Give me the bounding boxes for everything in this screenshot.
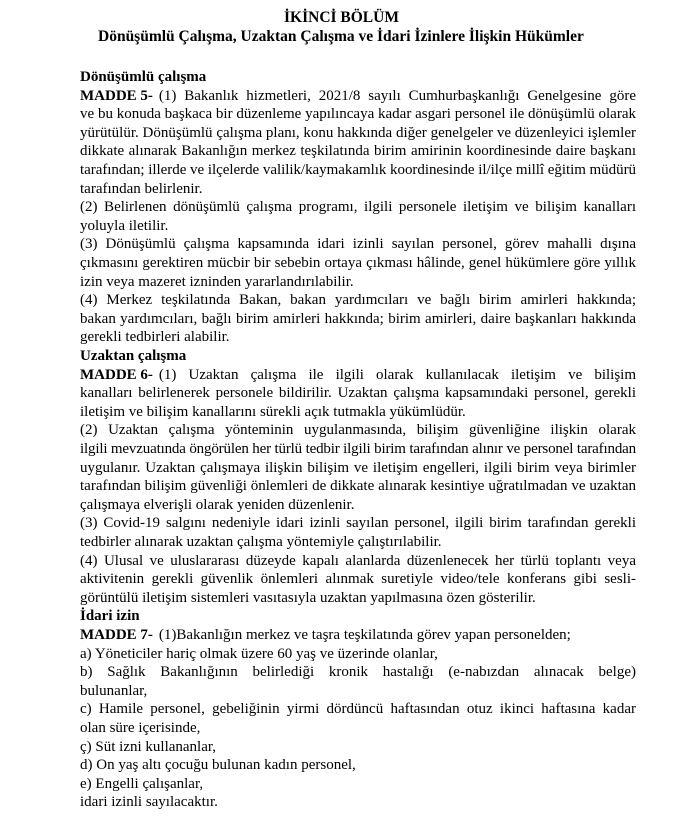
list-item-line: c) Hamile personel, gebeliğinin yirmi dördüncü haftasından otuz ikinci haftasına kadar bbox=[80, 701, 636, 718]
paragraph-line: (2) Uzaktan çalışma yönteminin uygulanmasında, bilişim güvenliğine ilişkin olarak bbox=[80, 422, 636, 439]
paragraph-line: gerekli tedbirleri alabilir. bbox=[80, 329, 230, 346]
list-item-line: ç) Süt izni kullananlar, bbox=[80, 738, 217, 755]
paragraph-line: aktivitenin gerekli güvenlik önlemleri alınmak suretiyle video/tele konferans gibi sesli- bbox=[80, 571, 636, 588]
section-number: İKİNCİ BÖLÜM bbox=[284, 9, 399, 26]
paragraph-line: (1) Bakanlık hizmetleri, 2021/8 sayılı Cumhurbaşkanlığı Genelgesine göre bbox=[158, 87, 636, 104]
subsection-heading: Uzaktan çalışma bbox=[80, 348, 187, 364]
chapter-title: Dönüşümlü Çalışma, Uzaktan Çalışma ve İdari İzinlere İlişkin Hükümler bbox=[98, 28, 584, 45]
paragraph-line: (1)Bakanlığın merkez ve taşra teşkilatında görev yapan personelden; bbox=[158, 627, 571, 643]
article-label: MADDE 5- bbox=[80, 87, 153, 104]
paragraph-line: dikkate alınarak Bakanlığın merkez teşkilatında birim amirinin koordinesinde daire başkanı bbox=[80, 143, 636, 160]
paragraph-line: (4) Merkez teşkilatında Bakan, bakan yardımcıları ve bağlı birim amirleri hakkında; bbox=[80, 292, 636, 309]
article-label: MADDE 6- bbox=[80, 366, 153, 383]
paragraph-line: (2) Belirlenen dönüşümlü çalışma programı, ilgili personele iletişim ve bilişim kanalları bbox=[80, 199, 636, 216]
paragraph-line: ilgili mevzuatında öngörülen her türlü tedbir ilgili birim tarafından alınır ve personel tarafından bbox=[80, 441, 636, 457]
paragraph-line: çıkmasını gerektiren mücbir bir sebebin ortaya çıkması hâlinde, genel hükümlere göre yıllık bbox=[80, 255, 636, 271]
paragraph-line: tarafından bilişim güvenliği önlemleri de dikkate alınarak kesintiye uğratılmadan ve uzaktan bbox=[80, 478, 636, 495]
list-item-line: a) Yöneticiler hariç olmak üzere 60 yaş ve üzerinde olanlar, bbox=[80, 645, 438, 662]
paragraph-line: bakan yardımcıları, bağlı birim amirleri hakkında; birim amirleri, daire başkanları hakkında bbox=[80, 310, 636, 327]
paragraph-line: kanalları belirlenerek personele bildirilir. Uzaktan çalışma kapsamındaki personel, gerekli bbox=[80, 385, 636, 402]
paragraph-line: uygulanır. Uzaktan çalışmaya ilişkin bilişim ve iletişim engelleri, ilgili birim veya birimler bbox=[80, 459, 636, 476]
closing-line: idari izinli sayılacaktır. bbox=[80, 794, 218, 811]
list-item-line: b) Sağlık Bakanlığının belirlediği kronik hastalığı (e-nabızdan alınacak belge) bbox=[80, 664, 636, 681]
paragraph-line: tarafından; illerde ve ilçelerde valilik/kaymakamlık koordinesinde il/ilçe millî eğitim müdürü bbox=[80, 162, 636, 178]
paragraph-line: yoluyla iletilir. bbox=[80, 217, 169, 234]
paragraph-line: (3) Dönüşümlü çalışma kapsamında idari izinli sayılan personel, görev mahalli dışına bbox=[80, 236, 636, 253]
list-item-line: d) On yaş altı çocuğu bulunan kadın personel, bbox=[80, 757, 356, 774]
subsection-heading: Dönüşümlü çalışma bbox=[80, 69, 207, 85]
paragraph-line: izin veya mazeret izninden yararlandırılabilir. bbox=[80, 273, 354, 290]
paragraph-line: görüntülü iletişim sistemleri vasıtasıyla uzaktan yapılmasına özen gösterilir. bbox=[80, 589, 536, 606]
paragraph-line: (4) Ulusal ve uluslararası düzeyde kapalı alanlarda düzenlenecek her türlü toplantı veya bbox=[80, 552, 636, 569]
paragraph-line: (1) Uzaktan çalışma ile ilgili olarak kullanılacak iletişim ve bilişim bbox=[158, 366, 636, 383]
subsection-heading: İdari izin bbox=[80, 608, 140, 625]
paragraph-line: ve bu konuda başkaca bir düzenleme yapılıncaya kadar asgari personel ile dönüşümlü olarak bbox=[80, 106, 636, 123]
list-item-line: olan süre içerisinde, bbox=[80, 720, 201, 736]
paragraph-line: yürütülür. Dönüşümlü çalışma planı, konu hakkında diğer genelgeler ve düzenleyici işlemler bbox=[80, 124, 636, 141]
paragraph-line: (3) Covid-19 salgını nedeniyle idari izinli sayılan personel, ilgili birim tarafından gerekli bbox=[80, 515, 636, 532]
list-item-line: bulunanlar, bbox=[80, 682, 148, 699]
list-item-line: e) Engelli çalışanlar, bbox=[80, 775, 204, 792]
paragraph-line: iletişim ve bilişim kanallarını sürekli açık tutmakla yükümlüdür. bbox=[80, 403, 466, 420]
paragraph-line: çalışmaya elverişli olarak yeniden düzenlenir. bbox=[80, 496, 355, 513]
paragraph-line: tarafından belirlenir. bbox=[80, 180, 203, 197]
paragraph-line: tedbirler alınarak uzaktan çalışma yöntemiyle çalıştırılabilir. bbox=[80, 534, 442, 550]
article-label: MADDE 7- bbox=[80, 627, 153, 643]
